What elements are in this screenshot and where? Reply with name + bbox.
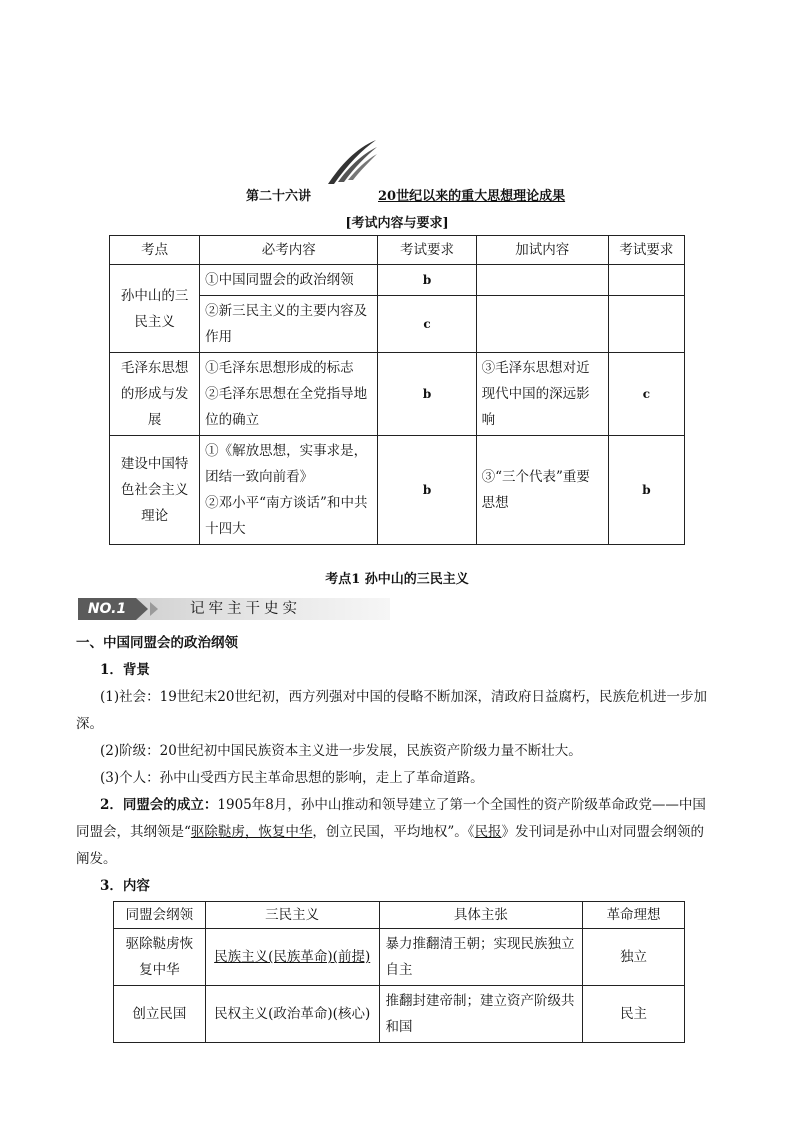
lecture-heading [0,185,794,205]
extra-cell: ③毛泽东思想对近现代中国的深远影响 [476,353,608,436]
extra-cell [476,265,608,296]
paragraph-class: (2)阶级：20世纪初中国民族资本主义进一步发展，民族资产阶级力量不断壮大。 [100,743,582,759]
topic-cell: 孙中山的三民主义 [110,265,200,353]
text-run: 》发刊词是孙中山对同盟会纲领的阐发。 [76,824,705,867]
underlined-term: 驱除鞑虏，恢复中华 [190,824,313,840]
col-header: 同盟会纲领 [114,902,206,929]
extra-cell [476,296,608,353]
underlined-term: 民报 [474,824,502,840]
content-cell: ②新三民主义的主要内容及作用 [200,296,378,353]
table-row [114,986,685,1043]
topic-cell: 建设中国特色社会主义理论 [110,436,200,545]
content-item: ②邓小平“南方谈话”和中共十四大 [205,495,368,537]
content-item: ①《解放思想，实事求是，团结一致向前看》 [205,443,368,485]
col-header: 考试要求 [608,236,684,265]
principle-cell: 民权主义(政治革命)(核心) [205,986,379,1043]
col-header: 必考内容 [200,236,378,265]
lecture-number: 第二十六讲 [246,189,312,204]
banner-text: 记牢主干史实 [190,601,301,617]
topic-cell: 毛泽东思想的形成与发展 [110,353,200,436]
claim-cell: 暴力推翻清王朝；实现民族独立自主 [379,929,583,986]
level-cell: c [378,296,476,353]
principle-text: 民族主义(民族革命)(前提) [214,949,371,965]
extra-level-cell: c [608,353,684,436]
paragraph-individual: (3)个人：孙中山受西方民主革命思想的影响，走上了革命道路。 [100,770,484,786]
program-cell: 驱除鞑虏恢复中华 [114,929,206,986]
content-cell [200,436,378,545]
text-run: ，创立民国，平均地权”。《 [312,824,475,840]
content-cell [200,353,378,436]
paragraph-lead: 2．同盟会的成立： [100,797,218,813]
requirements-table [109,235,685,545]
arrow-right-icon [136,598,148,620]
lecture-title: 20世纪以来的重大思想理论成果 [378,189,566,204]
level-cell: b [378,265,476,296]
ideal-cell: 独立 [583,929,685,986]
level-cell: b [378,436,476,545]
table-header-row [110,236,685,265]
arrow-right-icon [150,602,158,616]
content-item: ②毛泽东思想在全党指导地位的确立 [205,386,368,428]
paragraph-founding [76,792,716,873]
requirements-title: [考试内容与要求] [345,216,449,231]
content-cell: ①中国同盟会的政治纲领 [200,265,378,296]
col-header: 加试内容 [476,236,608,265]
extra-cell: ③“三个代表”重要思想 [476,436,608,545]
claim-cell: 推翻封建帝制；建立资产阶级共和国 [379,986,583,1043]
swoosh-logo-icon [326,138,378,186]
col-header: 考点 [110,236,200,265]
section-heading: 一、中国同盟会的政治纲领 [76,635,238,651]
paragraph-society: (1)社会：19世纪末20世纪初，西方列强对中国的侵略不断加深，清政府日益腐朽，民族危机进一步加深。 [76,689,707,732]
program-table [113,901,685,1043]
section-banner [78,598,390,620]
table-row [110,353,685,436]
principle-cell [205,929,379,986]
ideal-cell: 民主 [583,986,685,1043]
subheading-content: 3．内容 [100,878,150,894]
text-run: 1905年8月，孙中山推动和领导建立了第一个全国性的资产阶级革命政党——中国同盟会，其纲领是“ [76,797,706,840]
program-cell: 创立民国 [114,986,206,1043]
extra-level-cell: b [608,436,684,545]
table-header-row [114,902,685,929]
col-header: 三民主义 [205,902,379,929]
subheading-background: 1．背景 [100,662,150,678]
table-row [110,265,685,296]
topic-subtitle: 考点1 孙中山的三民主义 [325,572,469,587]
extra-level-cell [608,265,684,296]
col-header: 具体主张 [379,902,583,929]
level-cell: b [378,353,476,436]
table-row [114,929,685,986]
col-header: 革命理想 [583,902,685,929]
banner-tag: NO.1 [78,598,136,620]
content-item: ①毛泽东思想形成的标志 [205,360,354,376]
extra-level-cell [608,296,684,353]
table-row [110,436,685,545]
col-header: 考试要求 [378,236,476,265]
